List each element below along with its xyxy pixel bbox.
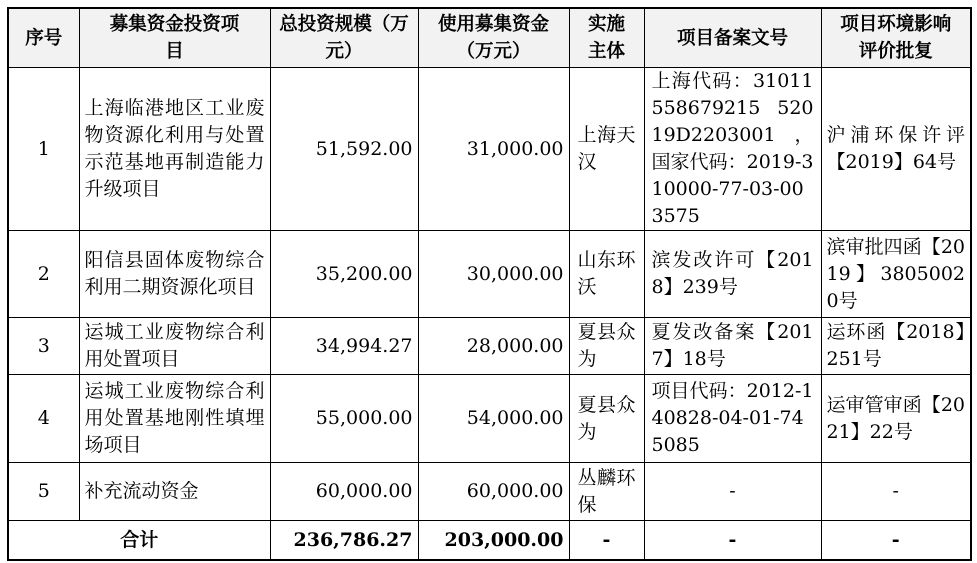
cell-project: 上海临港地区工业废物资源化利用与处置示范基地再制造能力升级项目 bbox=[79, 68, 270, 231]
header-seq: 序号 bbox=[8, 8, 79, 68]
cell-project: 补充流动资金 bbox=[79, 463, 270, 521]
cell-env-approval: 运环函【2018】251号 bbox=[821, 318, 971, 375]
cell-total-investment: 60,000.00 bbox=[270, 463, 418, 521]
cell-seq: 3 bbox=[8, 318, 79, 375]
header-raised-funds: 使用募集资金（万元） bbox=[418, 8, 569, 68]
cell-filing-number: 上海代码：31011558679215 52019D2203001，国家代码：2019-310000-77-03-003575 bbox=[644, 68, 821, 231]
cell-filing-number: 滨发改许可【2018】239号 bbox=[644, 231, 821, 318]
cell-raised-funds: 28,000.00 bbox=[418, 318, 569, 375]
cell-project: 运城工业废物综合利用处置基地刚性填埋场项目 bbox=[79, 375, 270, 463]
cell-raised-funds: 30,000.00 bbox=[418, 231, 569, 318]
header-env-approval: 项目环境影响评价批复 bbox=[821, 8, 971, 68]
table-row bbox=[8, 318, 971, 375]
table-wrapper bbox=[7, 7, 970, 561]
table-row bbox=[8, 375, 971, 463]
cell-total-investment: 55,000.00 bbox=[270, 375, 418, 463]
header-total-investment: 总投资规模（万元） bbox=[270, 8, 418, 68]
total-entity: - bbox=[569, 521, 644, 561]
total-raised-sum: 203,000.00 bbox=[418, 521, 569, 561]
table-row bbox=[8, 231, 971, 318]
total-filing-number: - bbox=[644, 521, 821, 561]
cell-env-approval: 运审管审函【2021】22号 bbox=[821, 375, 971, 463]
cell-env-approval: 滨审批四函【2019】38050020号 bbox=[821, 231, 971, 318]
cell-seq: 4 bbox=[8, 375, 79, 463]
cell-entity: 夏县众为 bbox=[569, 375, 644, 463]
cell-total-investment: 51,592.00 bbox=[270, 68, 418, 231]
header-filing-number: 项目备案文号 bbox=[644, 8, 821, 68]
total-label: 合计 bbox=[8, 521, 270, 561]
cell-entity: 夏县众为 bbox=[569, 318, 644, 375]
cell-filing-number: - bbox=[644, 463, 821, 521]
fundraising-projects-table bbox=[7, 7, 972, 561]
header-row bbox=[8, 8, 971, 68]
cell-seq: 1 bbox=[8, 68, 79, 231]
cell-raised-funds: 54,000.00 bbox=[418, 375, 569, 463]
cell-entity: 丛麟环保 bbox=[569, 463, 644, 521]
cell-env-approval: 沪浦环保许评【2019】64号 bbox=[821, 68, 971, 231]
cell-entity: 上海天汉 bbox=[569, 68, 644, 231]
header-project: 募集资金投资项目 bbox=[79, 8, 270, 68]
table-row bbox=[8, 68, 971, 231]
total-investment-sum: 236,786.27 bbox=[270, 521, 418, 561]
cell-entity: 山东环沃 bbox=[569, 231, 644, 318]
cell-env-approval: - bbox=[821, 463, 971, 521]
cell-project: 阳信县固体废物综合利用二期资源化项目 bbox=[79, 231, 270, 318]
cell-project: 运城工业废物综合利用处置项目 bbox=[79, 318, 270, 375]
header-entity: 实施主体 bbox=[569, 8, 644, 68]
total-env-approval: - bbox=[821, 521, 971, 561]
cell-total-investment: 34,994.27 bbox=[270, 318, 418, 375]
cell-raised-funds: 60,000.00 bbox=[418, 463, 569, 521]
total-row bbox=[8, 521, 971, 561]
cell-filing-number: 夏发改备案【2017】18号 bbox=[644, 318, 821, 375]
table-row bbox=[8, 463, 971, 521]
cell-seq: 5 bbox=[8, 463, 79, 521]
cell-raised-funds: 31,000.00 bbox=[418, 68, 569, 231]
cell-seq: 2 bbox=[8, 231, 79, 318]
cell-filing-number: 项目代码：2012-140828-04-01-745085 bbox=[644, 375, 821, 463]
cell-total-investment: 35,200.00 bbox=[270, 231, 418, 318]
